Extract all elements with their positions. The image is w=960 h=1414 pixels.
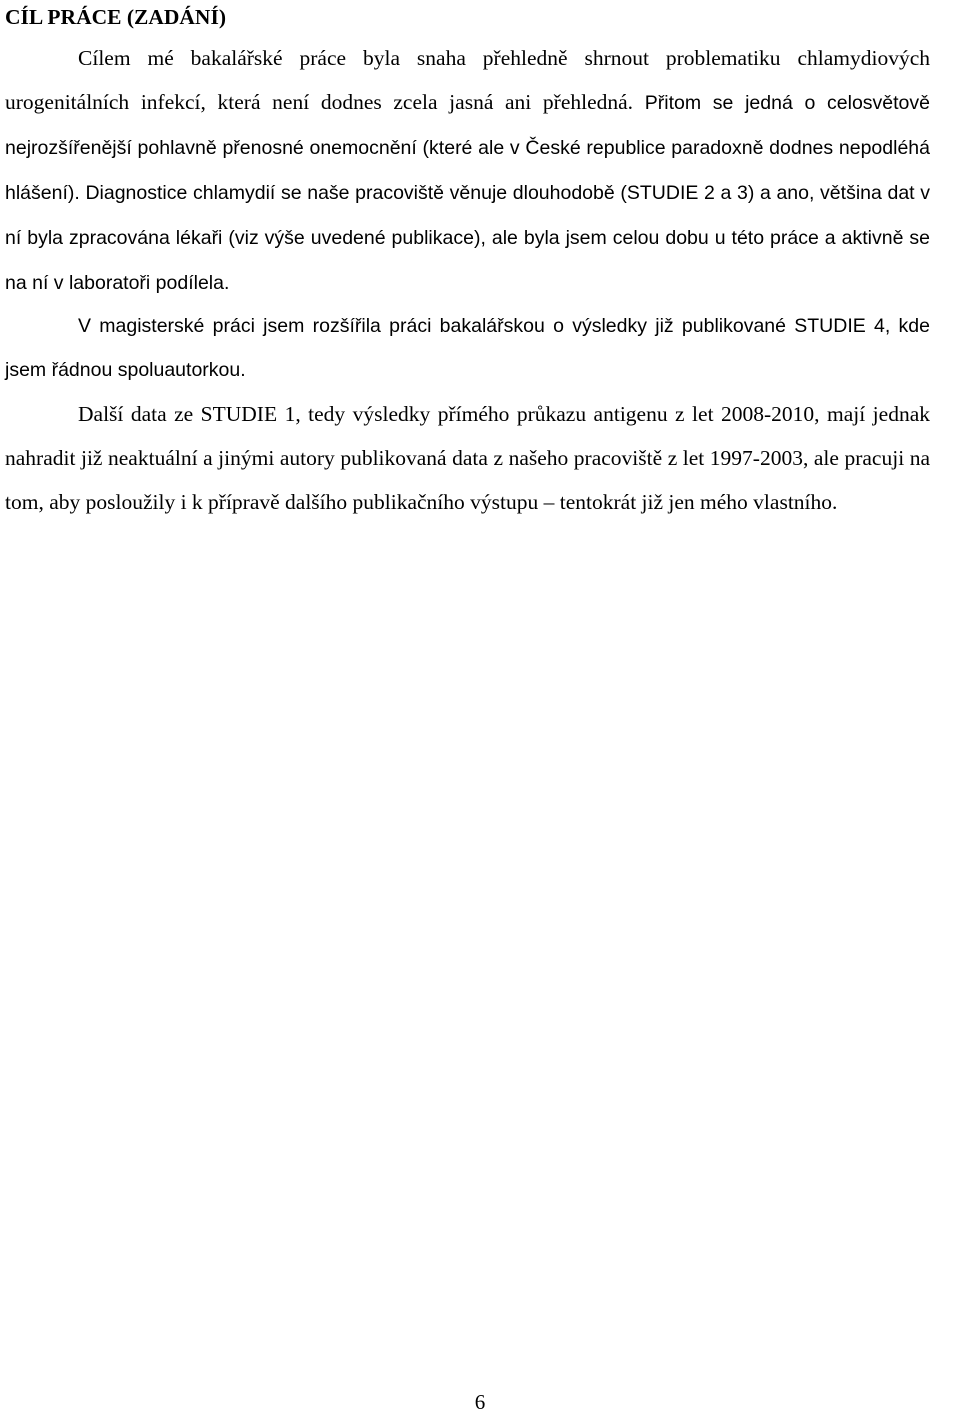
paragraph-thesis-aim — [5, 37, 930, 305]
paragraph-thesis-aim-start: Cílem mé bakalářské práce byla snaha přehledně shrnout problematiku chlamydiových urogenitálních infekcí, která není dodnes zcela jasná ani přehledná. — [5, 46, 930, 114]
paragraph-thesis-aim-middle: Přitom se jedná o celosvětově nejrozšířenější pohlavně přenosné onemocnění (které ale v České republice paradoxně dodnes nepodléhá hlášení). — [5, 91, 930, 204]
paragraph-master-thesis: V magisterské práci jsem rozšířila práci bakalářskou o výsledky již publikované STUDIE 4, kde jsem řádnou spoluautorkou. — [5, 315, 930, 382]
paragraph-thesis-aim-end: Diagnostice chlamydií se naše pracoviště věnuje dlouhodobě (STUDIE 2 a 3) a ano, většina dat v ní byla zpracována lékaři (viz výše uvedené publikace), ale byla jsem celou dobu u této práce a aktivně se na ní v laboratoři podílela. — [5, 181, 930, 294]
section-heading: CÍL PRÁCE (ZADÁNÍ) — [5, 5, 226, 29]
paragraph-further-data: Další data ze STUDIE 1, tedy výsledky přímého průkazu antigenu z let 2008-2010, mají jednak nahradit již neaktuální a jinými autory publikovaná data z našeho pracoviště z let 1997-2003, ale pracuji na tom, aby posloužily i k přípravě dalšího publikačního výstupu – tentokrát již jen mého vlastního. — [5, 402, 930, 515]
page-number: 6 — [474, 1390, 486, 1414]
body-text — [5, 37, 930, 525]
